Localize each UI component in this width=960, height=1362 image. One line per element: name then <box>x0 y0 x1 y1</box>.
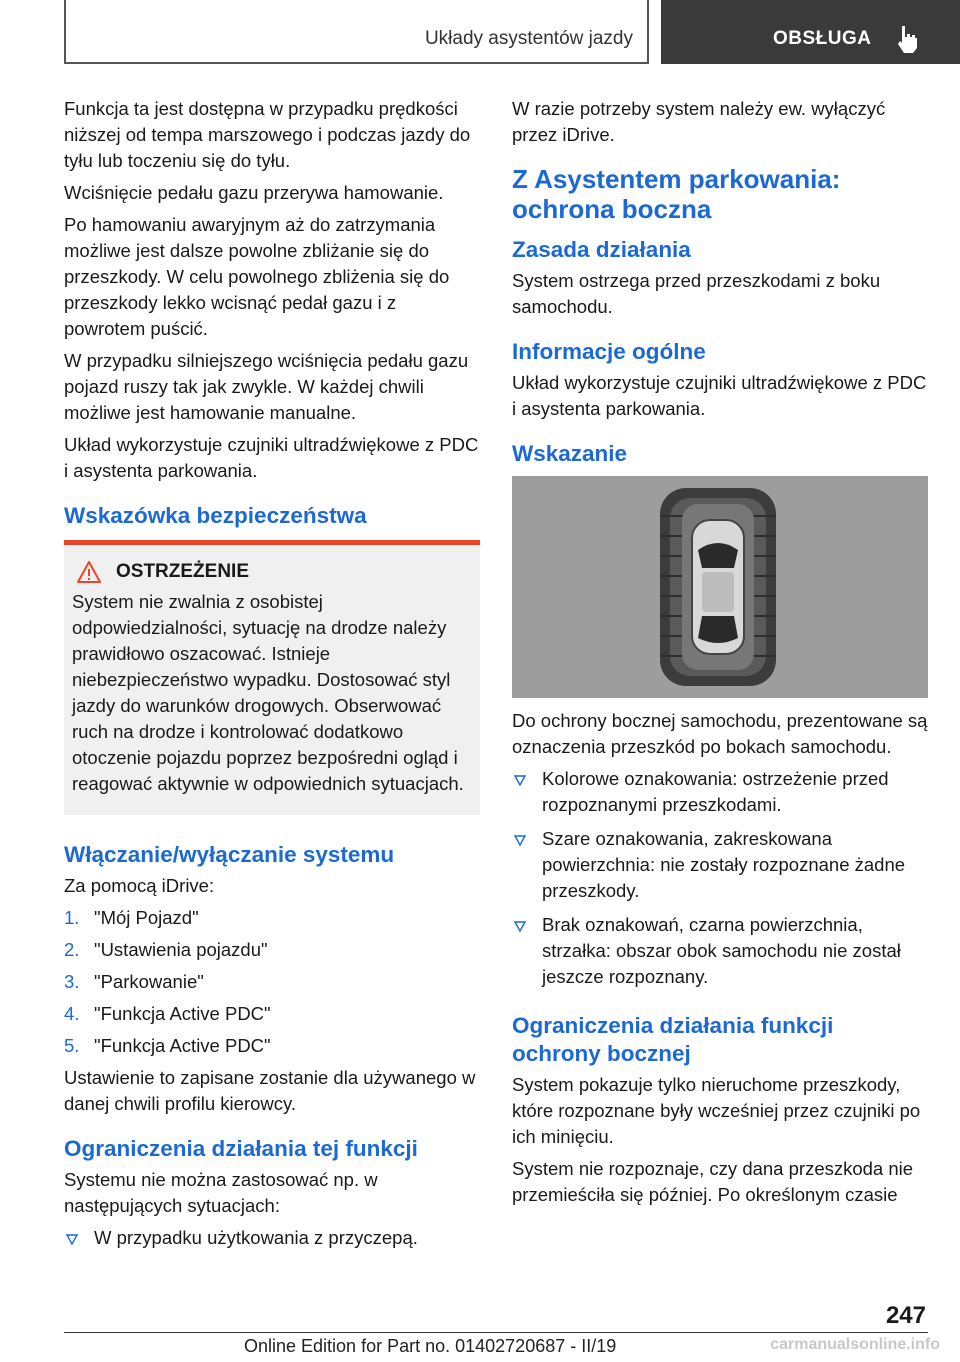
heading-on-off: Włączanie/wyłączanie systemu <box>64 842 395 867</box>
paragraph: Ustawienie to zapisane zostanie dla używanego w danej chwili profilu kierowcy. <box>64 1067 476 1114</box>
list-item: 3. "Parkowanie" <box>64 971 204 992</box>
warning-triangle-icon <box>76 560 102 584</box>
list-item: Brak oznakowań, czarna powierzchnia, strzałka: obszar obok samochodu nie został jeszcze rozpoznany. <box>512 912 928 990</box>
heading-principle: Zasada działania <box>512 237 691 262</box>
right-column <box>512 96 928 1214</box>
paragraph: Funkcja ta jest dostępna w przypadku prędkości niższej od tempa marszowego i podczas jazdy do tyłu lub toczeniu się do tyłu. <box>64 98 471 171</box>
section-label: OBSŁUGA <box>773 28 872 49</box>
heading-safety: Wskazówka bezpieczeństwa <box>64 503 367 528</box>
steps-list <box>64 905 480 1059</box>
paragraph: Za pomocą iDrive: <box>64 875 215 896</box>
list-item: W przypadku użytkowania z przyczepą. <box>64 1225 480 1251</box>
paragraph: Po hamowaniu awaryjnym aż do zatrzymania możliwe jest dalsze powolne zbliżanie się do przeszkody. W celu powolnego zbliżenia się do przeszkody lekko wcisnąć pedał gazu i z powrotem puścić. <box>64 214 450 339</box>
hand-pointer-icon <box>894 24 920 54</box>
warning-header <box>72 559 472 585</box>
paragraph: W razie potrzeby system należy ew. wyłączyć przez iDrive. <box>512 98 886 145</box>
bullet-triangle-icon <box>514 774 526 786</box>
paragraph: System pokazuje tylko nieruchome przeszkody, które rozpoznane były wcześniej przez czujniki po ich minięciu. <box>512 1074 921 1147</box>
paragraph: Do ochrony bocznej samochodu, prezentowane są oznaczenia przeszkód po bokach samochodu. <box>512 710 928 757</box>
watermark-brand: carmanualsonline.info <box>770 1336 940 1353</box>
heading-display: Wskazanie <box>512 441 628 466</box>
warning-text: System nie zwalnia z osobistej odpowiedzialności, sytuację na drodze należy prawidłowo oszacować. Istnieje niebezpieczeństwo wypadku. Dostosować styl jazdy do warunków drogowych. Obserwować ruch na drodze i kontrolować dodatkowo otoczenie pojazdu poprzez bezpośredni ogląd i reagować aktywnie w odpowiednich sytuacjach. <box>72 591 464 794</box>
paragraph: System ostrzega przed przeszkodami z boku samochodu. <box>512 270 881 317</box>
bullet-triangle-icon <box>66 1233 78 1245</box>
heading-side-limits: Ograniczenia działania funkcji ochrony bocznej <box>512 1013 834 1066</box>
warning-title: OSTRZEŻENIE <box>116 561 250 582</box>
warning-box <box>64 540 480 815</box>
display-list <box>512 766 928 990</box>
list-item: Szare oznakowania, zakreskowana powierzchnia: nie zostały rozpoznane żadne przeszkody. <box>512 826 928 904</box>
paragraph: Układ wykorzystuje czujniki ultradźwiękowe z PDC i asystenta parkowania. <box>512 372 927 419</box>
paragraph: Systemu nie można zastosować np. w następujących sytuacjach: <box>64 1169 378 1216</box>
heading-limits: Ograniczenia działania tej funkcji <box>64 1136 418 1161</box>
limits-list <box>64 1225 480 1251</box>
footer-edition: Online Edition for Part no. 01402720687 - II/19 <box>244 1336 617 1356</box>
bullet-triangle-icon <box>514 920 526 932</box>
heading-side-protection: Z Asystentem parkowania: ochrona boczna <box>512 164 841 224</box>
side-protection-display-image <box>512 476 928 698</box>
list-item: Kolorowe oznakowania: ostrzeżenie przed rozpoznanymi przeszkodami. <box>512 766 928 818</box>
heading-general: Informacje ogólne <box>512 339 706 364</box>
bullet-triangle-icon <box>514 834 526 846</box>
list-item: 4. "Funkcja Active PDC" <box>64 1003 271 1024</box>
footer-divider <box>64 1332 928 1333</box>
list-item: 5. "Funkcja Active PDC" <box>64 1035 271 1056</box>
section-tab <box>661 0 960 64</box>
running-header <box>64 0 649 64</box>
paragraph: W przypadku silniejszego wciśnięcia pedału gazu pojazd ruszy tak jak zwykle. W każdej chwili możliwe jest hamowanie manualne. <box>64 350 469 423</box>
chapter-title: Układy asystentów jazdy <box>424 28 633 49</box>
left-column <box>64 96 480 1259</box>
paragraph: Układ wykorzystuje czujniki ultradźwiękowe z PDC i asystenta parkowania. <box>64 434 479 481</box>
list-item: 1. "Mój Pojazd" <box>64 907 199 928</box>
paragraph: Wciśnięcie pedału gazu przerywa hamowanie. <box>64 182 444 203</box>
list-item: 2. "Ustawienia pojazdu" <box>64 939 268 960</box>
paragraph: System nie rozpoznaje, czy dana przeszkoda nie przemieściła się później. Po określonym czasie <box>512 1158 914 1205</box>
page-number: 247 <box>885 1302 926 1329</box>
